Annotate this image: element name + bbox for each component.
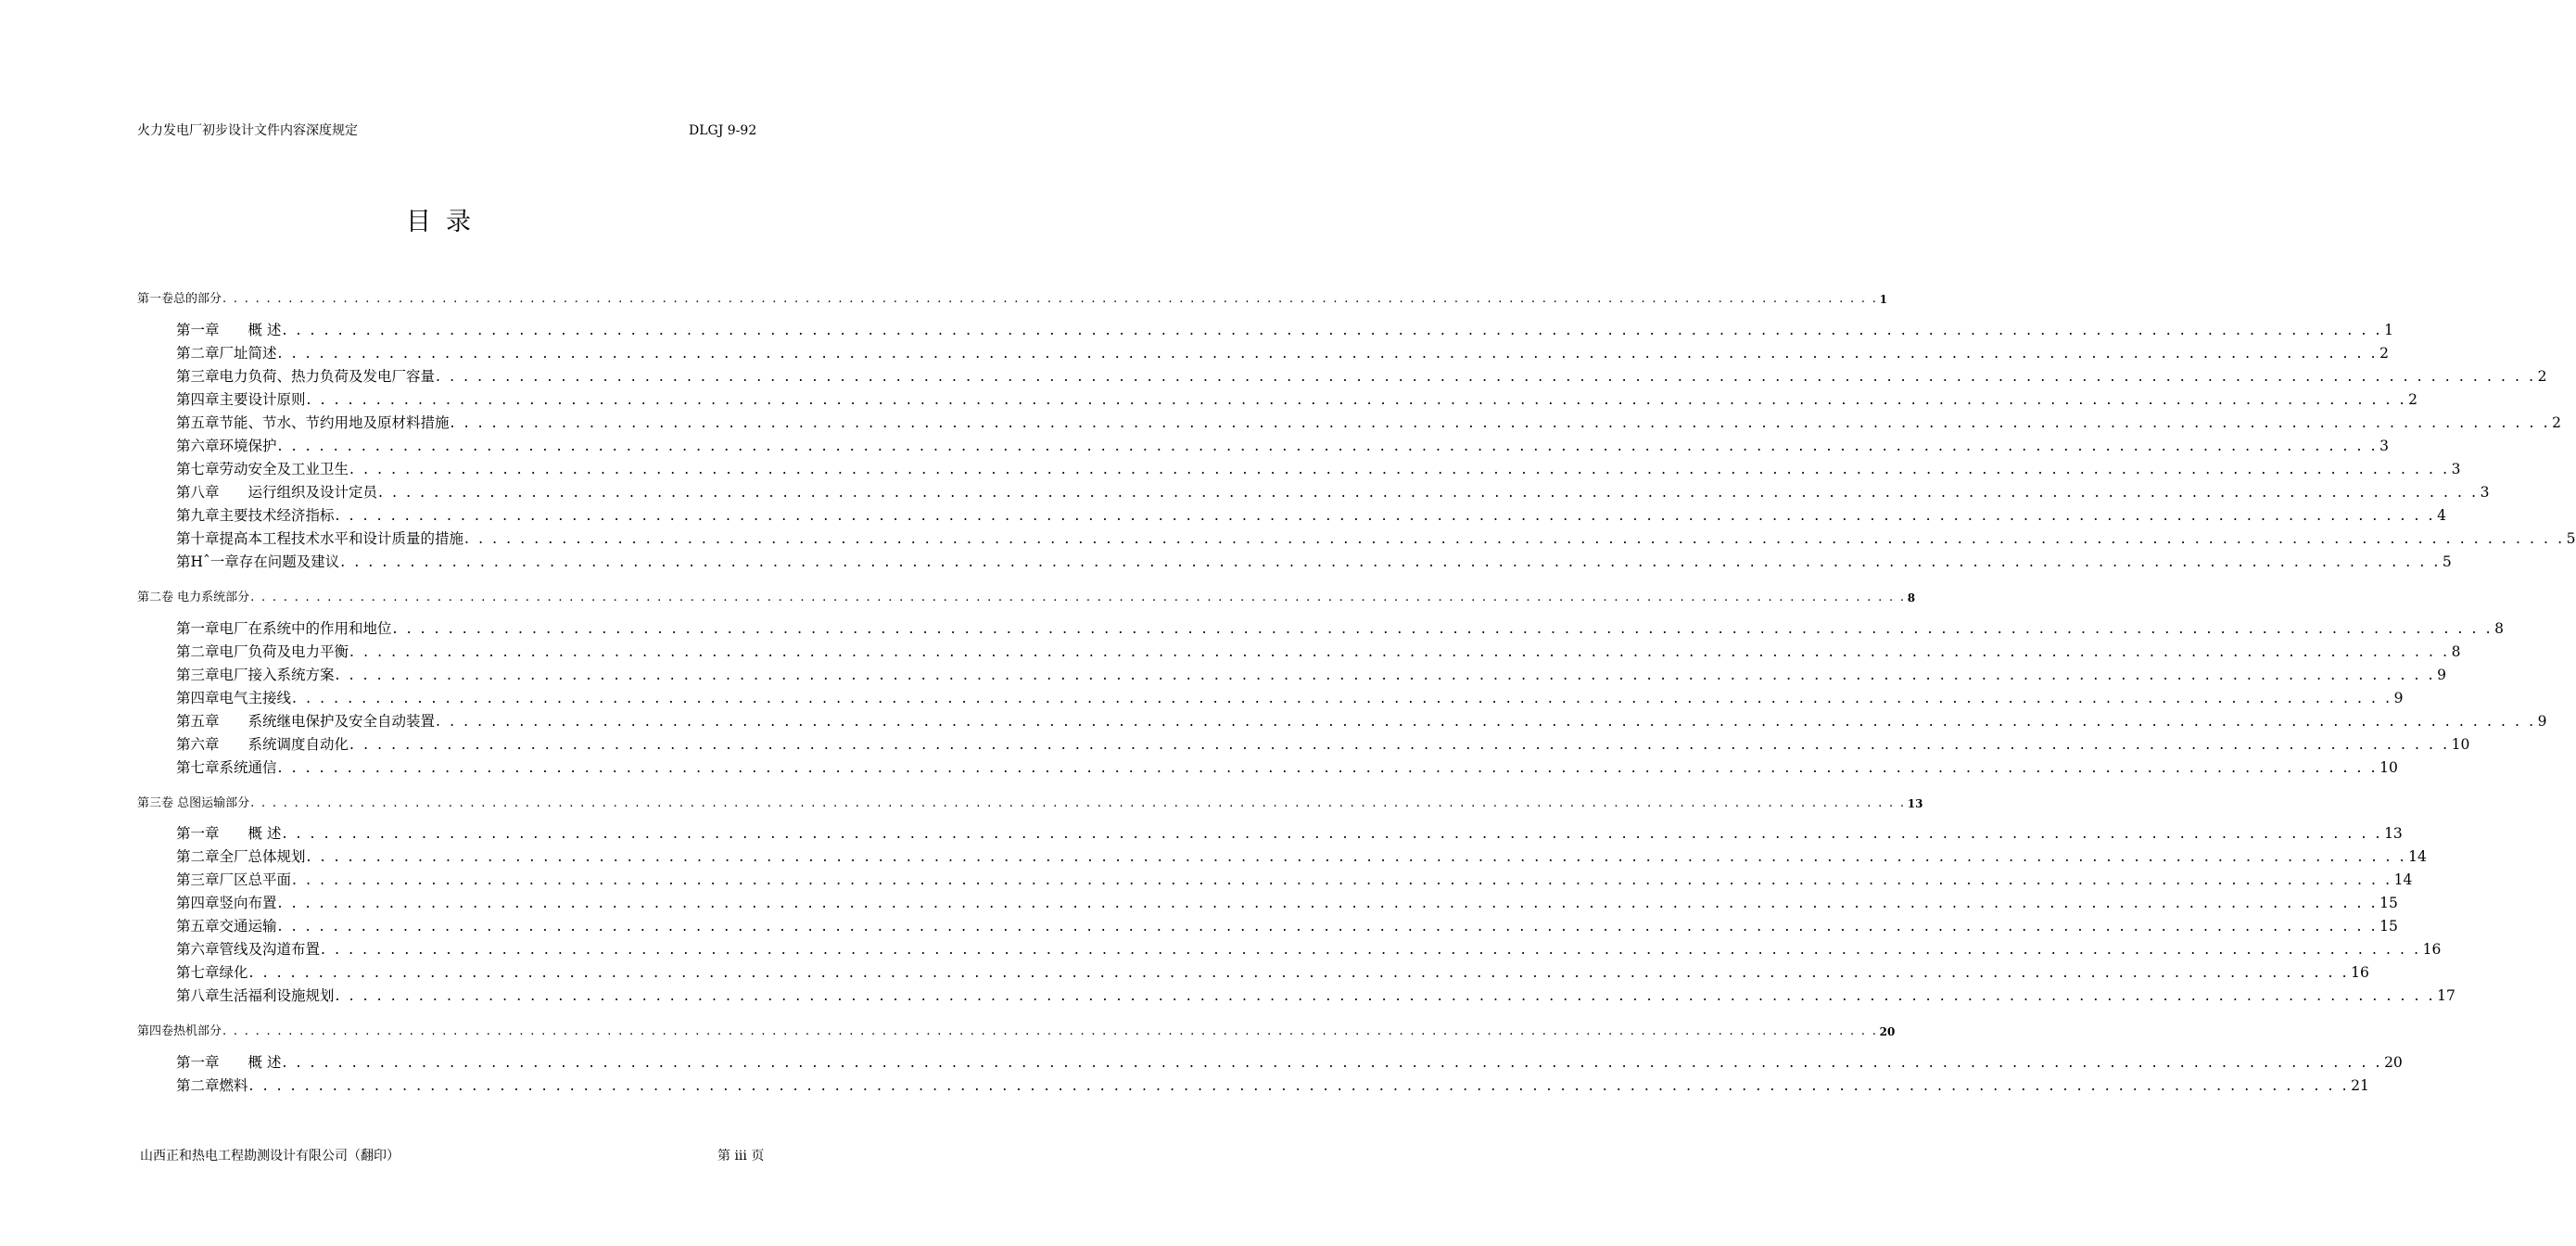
- toc-chapter[interactable]: [176, 666, 2447, 684]
- toc-chapter[interactable]: [176, 712, 2547, 731]
- toc-chapter[interactable]: [176, 940, 2442, 959]
- toc-leader-dots: . . . . . . . . . . . . . . . . . . . . . . . . . . . . . . . . . . . . . . . . . . . . . . . . . . . . . . . . . . . . . . . . . . . . . . . . . . . . . . . . . . . . . . . . . . . . . . . . . . . . . . . . . . . . . . . . . . . . . . . . . . . . . . . . . . . . . . . . . . . . . . . . . . . . . . .: [250, 796, 1906, 810]
- toc-chapter-label: 第十章提高本工程技术水平和设计质量的措施: [176, 530, 464, 547]
- toc-chapter-label: 第六章环境保护: [176, 438, 277, 454]
- toc-chapter[interactable]: [176, 1076, 2369, 1095]
- toc-volume-label: 第四卷热机部分: [137, 1024, 222, 1038]
- toc-chapter[interactable]: [176, 1053, 2403, 1072]
- toc-chapter-page: 8: [2451, 643, 2461, 660]
- toc-chapter-page: 1: [2384, 322, 2393, 338]
- toc-volume-page: 20: [1879, 1025, 1896, 1038]
- toc-chapter[interactable]: [176, 986, 2455, 1005]
- toc-chapter-page: 17: [2437, 987, 2455, 1004]
- toc-chapter[interactable]: [176, 321, 2393, 339]
- toc-chapter-page: 2: [2552, 414, 2562, 431]
- toc-volume-2[interactable]: [137, 589, 1916, 605]
- toc-chapter-page: 21: [2351, 1077, 2369, 1094]
- toc-chapter-page: 16: [2422, 941, 2442, 958]
- toc-chapter-page: 2: [2408, 391, 2418, 408]
- toc-chapter-page: 13: [2384, 825, 2403, 842]
- toc-leader-dots: . . . . . . . . . . . . . . . . . . . . . . . . . . . . . . . . . . . . . . . . . . . . . . . . . . . . . . . . . . . . . . . . . . . . . . . . . . . . . . . . . . . . . . . . . . . . . . . . . . . . . . . . . . . . . . . . . . . . . . . . . . . . . . . . . . . . . . . . . . . . . . . . . . . . . . .: [282, 322, 2383, 338]
- toc-chapter-label: 第二章电厂负荷及电力平衡: [176, 643, 349, 660]
- toc-chapter-label: 第七章劳动安全及工业卫生: [176, 461, 349, 477]
- toc-chapter-page: 20: [2384, 1054, 2403, 1071]
- toc-chapter[interactable]: [176, 529, 2576, 548]
- toc-chapter-page: 9: [2393, 690, 2404, 706]
- toc-chapter-label: 第四章竖向布置: [176, 895, 277, 911]
- toc-leader-dots: . . . . . . . . . . . . . . . . . . . . . . . . . . . . . . . . . . . . . . . . . . . . . . . . . . . . . . . . . . . . . . . . . . . . . . . . . . . . . . . . . . . . . . . . . . . . . . . . . . . . . . . . . . . . . . . . . . . . . . . . . . . . . . . . . . . . . . . . . . . . . . . . . . . . . . .: [464, 530, 2565, 547]
- toc-chapter[interactable]: [176, 824, 2403, 843]
- toc-chapter[interactable]: [176, 437, 2390, 455]
- toc-chapter-label: 第四章主要设计原则: [176, 391, 306, 408]
- header-standard-code: DLGJ 9-92: [689, 123, 757, 138]
- toc-leader-dots: . . . . . . . . . . . . . . . . . . . . . . . . . . . . . . . . . . . . . . . . . . . . . . . . . . . . . . . . . . . . . . . . . . . . . . . . . . . . . . . . . . . . . . . . . . . . . . . . . . . . . . . . . . . . . . . . . . . . . . . . . . . . . . . . . . . . . . . . . . . . . . . . . . . . . . .: [277, 759, 2379, 776]
- toc-chapter[interactable]: [176, 871, 2413, 889]
- toc-volume-page: 13: [1907, 797, 1923, 810]
- toc-chapter-page: 16: [2351, 964, 2369, 981]
- toc-chapter-label: 第Hˆ一章存在问题及建议: [176, 553, 340, 570]
- toc-chapter-label: 第四章电气主接线: [176, 690, 292, 706]
- toc-leader-dots: . . . . . . . . . . . . . . . . . . . . . . . . . . . . . . . . . . . . . . . . . . . . . . . . . . . . . . . . . . . . . . . . . . . . . . . . . . . . . . . . . . . . . . . . . . . . . . . . . . . . . . . . . . . . . . . . . . . . . . . . . . . . . . . . . . . . . . . . . . . . . . . . . . . . . . .: [436, 713, 2536, 730]
- toc-leader-dots: . . . . . . . . . . . . . . . . . . . . . . . . . . . . . . . . . . . . . . . . . . . . . . . . . . . . . . . . . . . . . . . . . . . . . . . . . . . . . . . . . . . . . . . . . . . . . . . . . . . . . . . . . . . . . . . . . . . . . . . . . . . . . . . . . . . . . . . . . . . . . . . . . . . . . . .: [335, 987, 2436, 1004]
- toc-chapter[interactable]: [176, 344, 2390, 362]
- toc-leader-dots: . . . . . . . . . . . . . . . . . . . . . . . . . . . . . . . . . . . . . . . . . . . . . . . . . . . . . . . . . . . . . . . . . . . . . . . . . . . . . . . . . . . . . . . . . . . . . . . . . . . . . . . . . . . . . . . . . . . . . . . . . . . . . . . . . . . . . . . . . . . . . . . . . . . . . . .: [436, 368, 2536, 385]
- toc-chapter-label: 第八章生活福利设施规划: [176, 987, 335, 1004]
- toc-chapter[interactable]: [176, 390, 2418, 409]
- toc-chapter-label: 第二章燃料: [176, 1077, 248, 1094]
- toc-chapter[interactable]: [176, 689, 2404, 707]
- toc-chapter[interactable]: [176, 413, 2562, 432]
- toc-chapter-label: 第一章电厂在系统中的作用和地位: [176, 620, 392, 637]
- toc-volume-3[interactable]: [137, 795, 1923, 811]
- toc-leader-dots: . . . . . . . . . . . . . . . . . . . . . . . . . . . . . . . . . . . . . . . . . . . . . . . . . . . . . . . . . . . . . . . . . . . . . . . . . . . . . . . . . . . . . . . . . . . . . . . . . . . . . . . . . . . . . . . . . . . . . . . . . . . . . . . . . . . . . . . . . . . . . . . . . . . . . . .: [222, 1024, 1878, 1038]
- toc-leader-dots: . . . . . . . . . . . . . . . . . . . . . . . . . . . . . . . . . . . . . . . . . . . . . . . . . . . . . . . . . . . . . . . . . . . . . . . . . . . . . . . . . . . . . . . . . . . . . . . . . . . . . . . . . . . . . . . . . . . . . . . . . . . . . . . . . . . . . . . . . . . . . . . . . . . . . . .: [321, 941, 2421, 958]
- toc-chapter-page: 14: [2393, 871, 2413, 888]
- toc-chapter-page: 2: [2537, 368, 2547, 385]
- toc-chapter-label: 第一章 概 述: [176, 825, 282, 842]
- toc-leader-dots: . . . . . . . . . . . . . . . . . . . . . . . . . . . . . . . . . . . . . . . . . . . . . . . . . . . . . . . . . . . . . . . . . . . . . . . . . . . . . . . . . . . . . . . . . . . . . . . . . . . . . . . . . . . . . . . . . . . . . . . . . . . . . . . . . . . . . . . . . . . . . . . . . . . . . . .: [306, 391, 2407, 408]
- toc-leader-dots: . . . . . . . . . . . . . . . . . . . . . . . . . . . . . . . . . . . . . . . . . . . . . . . . . . . . . . . . . . . . . . . . . . . . . . . . . . . . . . . . . . . . . . . . . . . . . . . . . . . . . . . . . . . . . . . . . . . . . . . . . . . . . . . . . . . . . . . . . . . . . . . . . . . . . . .: [340, 553, 2441, 570]
- toc-leader-dots: . . . . . . . . . . . . . . . . . . . . . . . . . . . . . . . . . . . . . . . . . . . . . . . . . . . . . . . . . . . . . . . . . . . . . . . . . . . . . . . . . . . . . . . . . . . . . . . . . . . . . . . . . . . . . . . . . . . . . . . . . . . . . . . . . . . . . . . . . . . . . . . . . . . . . . .: [335, 507, 2436, 524]
- header-document-title: 火力发电厂初步设计文件内容深度规定: [137, 123, 358, 138]
- toc-chapter-page: 2: [2379, 345, 2390, 362]
- toc-chapter-page: 10: [2379, 759, 2398, 776]
- toc-chapter-label: 第九章主要技术经济指标: [176, 507, 335, 524]
- toc-leader-dots: . . . . . . . . . . . . . . . . . . . . . . . . . . . . . . . . . . . . . . . . . . . . . . . . . . . . . . . . . . . . . . . . . . . . . . . . . . . . . . . . . . . . . . . . . . . . . . . . . . . . . . . . . . . . . . . . . . . . . . . . . . . . . . . . . . . . . . . . . . . . . . . . . . . . . . .: [277, 895, 2379, 911]
- toc-volume-label: 第二卷 电力系统部分: [137, 591, 250, 604]
- toc-chapter-label: 第八章 运行组织及设计定员: [176, 484, 378, 501]
- toc-chapter[interactable]: [176, 642, 2461, 661]
- toc-chapter-page: 5: [2566, 530, 2576, 547]
- toc-leader-dots: . . . . . . . . . . . . . . . . . . . . . . . . . . . . . . . . . . . . . . . . . . . . . . . . . . . . . . . . . . . . . . . . . . . . . . . . . . . . . . . . . . . . . . . . . . . . . . . . . . . . . . . . . . . . . . . . . . . . . . . . . . . . . . . . . . . . . . . . . . . . . . . . . . . . . . .: [335, 667, 2436, 683]
- page-title: 目录: [406, 208, 486, 236]
- toc-volume-label: 第三卷 总图运输部分: [137, 796, 250, 810]
- toc-leader-dots: . . . . . . . . . . . . . . . . . . . . . . . . . . . . . . . . . . . . . . . . . . . . . . . . . . . . . . . . . . . . . . . . . . . . . . . . . . . . . . . . . . . . . . . . . . . . . . . . . . . . . . . . . . . . . . . . . . . . . . . . . . . . . . . . . . . . . . . . . . . . . . . . . . . . . . .: [349, 643, 2450, 660]
- toc-chapter-label: 第二章全厂总体规划: [176, 848, 306, 865]
- toc-chapter[interactable]: [176, 553, 2452, 571]
- toc-chapter[interactable]: [176, 963, 2369, 982]
- toc-leader-dots: . . . . . . . . . . . . . . . . . . . . . . . . . . . . . . . . . . . . . . . . . . . . . . . . . . . . . . . . . . . . . . . . . . . . . . . . . . . . . . . . . . . . . . . . . . . . . . . . . . . . . . . . . . . . . . . . . . . . . . . . . . . . . . . . . . . . . . . . . . . . . . . . . . . . . . .: [277, 345, 2379, 362]
- toc-leader-dots: . . . . . . . . . . . . . . . . . . . . . . . . . . . . . . . . . . . . . . . . . . . . . . . . . . . . . . . . . . . . . . . . . . . . . . . . . . . . . . . . . . . . . . . . . . . . . . . . . . . . . . . . . . . . . . . . . . . . . . . . . . . . . . . . . . . . . . . . . . . . . . . . . . . . . . .: [450, 414, 2551, 431]
- toc-chapter-label: 第六章管线及沟道布置: [176, 941, 321, 958]
- toc-chapter[interactable]: [176, 894, 2398, 912]
- toc-leader-dots: . . . . . . . . . . . . . . . . . . . . . . . . . . . . . . . . . . . . . . . . . . . . . . . . . . . . . . . . . . . . . . . . . . . . . . . . . . . . . . . . . . . . . . . . . . . . . . . . . . . . . . . . . . . . . . . . . . . . . . . . . . . . . . . . . . . . . . . . . . . . . . . . . . . . . . .: [292, 690, 2392, 706]
- toc-chapter-label: 第七章系统通信: [176, 759, 277, 776]
- toc-chapter[interactable]: [176, 506, 2447, 525]
- toc-leader-dots: . . . . . . . . . . . . . . . . . . . . . . . . . . . . . . . . . . . . . . . . . . . . . . . . . . . . . . . . . . . . . . . . . . . . . . . . . . . . . . . . . . . . . . . . . . . . . . . . . . . . . . . . . . . . . . . . . . . . . . . . . . . . . . . . . . . . . . . . . . . . . . . . . . . . . . .: [250, 591, 1906, 604]
- toc-chapter-page: 15: [2379, 895, 2398, 911]
- toc-chapter-page: 15: [2379, 918, 2398, 934]
- toc-chapter[interactable]: [176, 735, 2470, 754]
- toc-chapter-label: 第三章电厂接入系统方案: [176, 667, 335, 683]
- toc-chapter-page: 14: [2408, 848, 2427, 865]
- toc-chapter-label: 第一章 概 述: [176, 322, 282, 338]
- toc-leader-dots: . . . . . . . . . . . . . . . . . . . . . . . . . . . . . . . . . . . . . . . . . . . . . . . . . . . . . . . . . . . . . . . . . . . . . . . . . . . . . . . . . . . . . . . . . . . . . . . . . . . . . . . . . . . . . . . . . . . . . . . . . . . . . . . . . . . . . . . . . . . . . . . . . . . . . . .: [349, 736, 2450, 753]
- toc-leader-dots: . . . . . . . . . . . . . . . . . . . . . . . . . . . . . . . . . . . . . . . . . . . . . . . . . . . . . . . . . . . . . . . . . . . . . . . . . . . . . . . . . . . . . . . . . . . . . . . . . . . . . . . . . . . . . . . . . . . . . . . . . . . . . . . . . . . . . . . . . . . . . . . . . . . . . . .: [378, 484, 2479, 501]
- toc-leader-dots: . . . . . . . . . . . . . . . . . . . . . . . . . . . . . . . . . . . . . . . . . . . . . . . . . . . . . . . . . . . . . . . . . . . . . . . . . . . . . . . . . . . . . . . . . . . . . . . . . . . . . . . . . . . . . . . . . . . . . . . . . . . . . . . . . . . . . . . . . . . . . . . . . . . . . . .: [277, 438, 2379, 454]
- toc-chapter-label: 第三章电力负荷、热力负荷及发电厂容量: [176, 368, 436, 385]
- toc-leader-dots: . . . . . . . . . . . . . . . . . . . . . . . . . . . . . . . . . . . . . . . . . . . . . . . . . . . . . . . . . . . . . . . . . . . . . . . . . . . . . . . . . . . . . . . . . . . . . . . . . . . . . . . . . . . . . . . . . . . . . . . . . . . . . . . . . . . . . . . . . . . . . . . . . . . . . . .: [277, 918, 2379, 934]
- toc-chapter[interactable]: [176, 483, 2490, 502]
- toc-volume-4[interactable]: [137, 1023, 1896, 1039]
- toc-chapter-page: 8: [2494, 620, 2505, 637]
- toc-chapter-label: 第三章厂区总平面: [176, 871, 292, 888]
- toc-chapter[interactable]: [176, 917, 2398, 935]
- toc-chapter-label: 第五章节能、节水、节约用地及原材料措施: [176, 414, 450, 431]
- toc-chapter-label: 第七章绿化: [176, 964, 248, 981]
- toc-leader-dots: . . . . . . . . . . . . . . . . . . . . . . . . . . . . . . . . . . . . . . . . . . . . . . . . . . . . . . . . . . . . . . . . . . . . . . . . . . . . . . . . . . . . . . . . . . . . . . . . . . . . . . . . . . . . . . . . . . . . . . . . . . . . . . . . . . . . . . . . . . . . . . . . . . . . . . .: [282, 825, 2383, 842]
- toc-chapter-label: 第一章 概 述: [176, 1054, 282, 1071]
- toc-chapter-page: 3: [2379, 438, 2390, 454]
- toc-leader-dots: . . . . . . . . . . . . . . . . . . . . . . . . . . . . . . . . . . . . . . . . . . . . . . . . . . . . . . . . . . . . . . . . . . . . . . . . . . . . . . . . . . . . . . . . . . . . . . . . . . . . . . . . . . . . . . . . . . . . . . . . . . . . . . . . . . . . . . . . . . . . . . . . . . . . . . .: [248, 964, 2350, 981]
- toc-chapter-page: 3: [2480, 484, 2490, 501]
- toc-volume-page: 8: [1907, 591, 1916, 604]
- toc-volume-page: 1: [1879, 293, 1888, 306]
- footer-page-number: 第 iii 页: [717, 1149, 765, 1163]
- toc-chapter-page: 10: [2451, 736, 2470, 753]
- toc-leader-dots: . . . . . . . . . . . . . . . . . . . . . . . . . . . . . . . . . . . . . . . . . . . . . . . . . . . . . . . . . . . . . . . . . . . . . . . . . . . . . . . . . . . . . . . . . . . . . . . . . . . . . . . . . . . . . . . . . . . . . . . . . . . . . . . . . . . . . . . . . . . . . . . . . . . . . . .: [306, 848, 2407, 865]
- toc-chapter[interactable]: [176, 367, 2547, 386]
- toc-chapter-page: 9: [2537, 713, 2547, 730]
- toc-leader-dots: . . . . . . . . . . . . . . . . . . . . . . . . . . . . . . . . . . . . . . . . . . . . . . . . . . . . . . . . . . . . . . . . . . . . . . . . . . . . . . . . . . . . . . . . . . . . . . . . . . . . . . . . . . . . . . . . . . . . . . . . . . . . . . . . . . . . . . . . . . . . . . . . . . . . . . .: [248, 1077, 2350, 1094]
- toc-chapter-label: 第五章 系统继电保护及安全自动装置: [176, 713, 436, 730]
- toc-leader-dots: . . . . . . . . . . . . . . . . . . . . . . . . . . . . . . . . . . . . . . . . . . . . . . . . . . . . . . . . . . . . . . . . . . . . . . . . . . . . . . . . . . . . . . . . . . . . . . . . . . . . . . . . . . . . . . . . . . . . . . . . . . . . . . . . . . . . . . . . . . . . . . . . . . . . . . .: [282, 1054, 2383, 1071]
- toc-chapter[interactable]: [176, 847, 2427, 866]
- footer-company: 山西正和热电工程勘测设计有限公司（翻印）: [140, 1149, 400, 1163]
- toc-chapter-label: 第六章 系统调度自动化: [176, 736, 349, 753]
- toc-leader-dots: . . . . . . . . . . . . . . . . . . . . . . . . . . . . . . . . . . . . . . . . . . . . . . . . . . . . . . . . . . . . . . . . . . . . . . . . . . . . . . . . . . . . . . . . . . . . . . . . . . . . . . . . . . . . . . . . . . . . . . . . . . . . . . . . . . . . . . . . . . . . . . . . . . . . . . .: [292, 871, 2392, 888]
- toc-chapter[interactable]: [176, 758, 2398, 777]
- toc-chapter[interactable]: [176, 619, 2505, 638]
- toc-volume-label: 第一卷总的部分: [137, 292, 222, 306]
- toc-chapter-page: 4: [2437, 507, 2447, 524]
- toc-chapter-label: 第二章厂址简述: [176, 345, 277, 362]
- toc-chapter-page: 5: [2442, 553, 2452, 570]
- toc-volume-1[interactable]: [137, 290, 1888, 307]
- toc-chapter-page: 9: [2437, 667, 2447, 683]
- toc-leader-dots: . . . . . . . . . . . . . . . . . . . . . . . . . . . . . . . . . . . . . . . . . . . . . . . . . . . . . . . . . . . . . . . . . . . . . . . . . . . . . . . . . . . . . . . . . . . . . . . . . . . . . . . . . . . . . . . . . . . . . . . . . . . . . . . . . . . . . . . . . . . . . . . . . . . . . . .: [392, 620, 2494, 637]
- toc-leader-dots: . . . . . . . . . . . . . . . . . . . . . . . . . . . . . . . . . . . . . . . . . . . . . . . . . . . . . . . . . . . . . . . . . . . . . . . . . . . . . . . . . . . . . . . . . . . . . . . . . . . . . . . . . . . . . . . . . . . . . . . . . . . . . . . . . . . . . . . . . . . . . . . . . . . . . . .: [222, 292, 1878, 306]
- toc-chapter[interactable]: [176, 460, 2461, 478]
- toc-chapter-page: 3: [2451, 461, 2461, 477]
- toc-chapter-label: 第五章交通运输: [176, 918, 277, 934]
- toc-leader-dots: . . . . . . . . . . . . . . . . . . . . . . . . . . . . . . . . . . . . . . . . . . . . . . . . . . . . . . . . . . . . . . . . . . . . . . . . . . . . . . . . . . . . . . . . . . . . . . . . . . . . . . . . . . . . . . . . . . . . . . . . . . . . . . . . . . . . . . . . . . . . . . . . . . . . . . .: [349, 461, 2450, 477]
